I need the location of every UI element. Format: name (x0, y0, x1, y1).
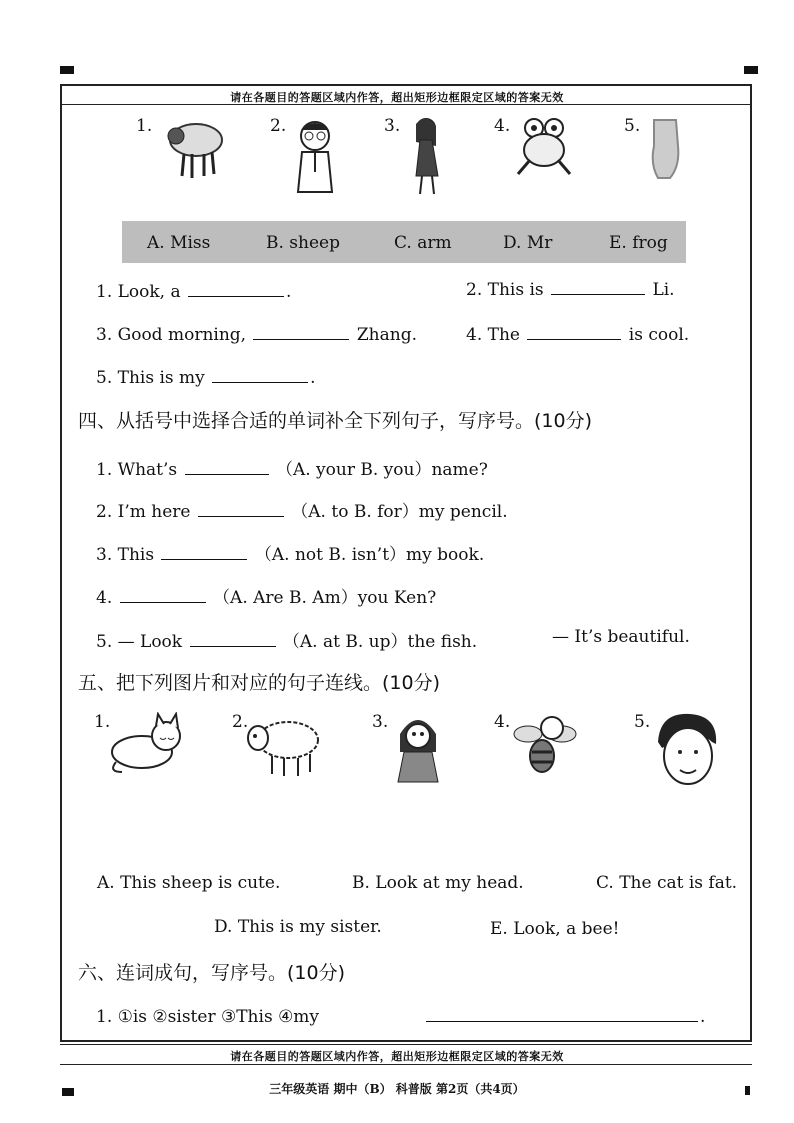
picture-4: 4. (494, 116, 584, 186)
match-picture-2: 2. (232, 712, 332, 782)
match-picture-1: 1. (94, 712, 194, 782)
bee-icon (512, 712, 578, 782)
arm-icon (646, 116, 686, 182)
frog-icon (514, 116, 574, 178)
picture-2: 2. (270, 116, 360, 196)
part4-question-5-reply: — It’s beautiful. (552, 627, 690, 647)
match-sentence-a: A. This sheep is cute. (97, 873, 281, 893)
part4-question-1: 1. What’s （A. your B. you）name? (96, 460, 488, 480)
option-b: B. sheep (266, 233, 340, 253)
option-e: E. frog (609, 233, 668, 253)
answer-blank[interactable] (253, 338, 349, 340)
part3-question-3: 3. Good morning, Zhang. (96, 325, 418, 345)
part4-question-2: 2. I’m here （A. to B. for）my pencil. (96, 502, 508, 522)
match-sentence-c: C. The cat is fat. (596, 873, 738, 893)
answer-blank[interactable] (212, 381, 308, 383)
part3-question-1: 1. Look, a . (96, 282, 292, 302)
cat-icon (108, 712, 188, 774)
option-a: A. Miss (147, 233, 211, 253)
option-d: D. Mr (503, 233, 553, 253)
match-picture-4: 4. (494, 712, 584, 786)
match-picture-5: 5. (634, 712, 734, 792)
answer-blank[interactable] (426, 1020, 698, 1022)
answer-blank[interactable] (120, 601, 206, 603)
answer-blank[interactable] (551, 293, 645, 295)
answer-blank[interactable] (161, 558, 247, 560)
girl-icon (390, 712, 446, 784)
match-sentence-d: D. This is my sister. (214, 917, 382, 937)
part4-question-4: 4. （A. Are B. Am）you Ken? (96, 588, 437, 608)
part6-heading: 六、连词成句，写序号。(10分) (78, 962, 346, 984)
answer-blank[interactable] (185, 473, 269, 475)
part3-question-5: 5. This is my . (96, 368, 316, 388)
sheep-icon (242, 712, 322, 778)
picture-5: 5. (624, 116, 694, 186)
sheep-icon (156, 116, 226, 182)
registration-mark-top-left (60, 66, 74, 74)
option-c: C. arm (394, 233, 452, 253)
match-sentence-e: E. Look, a bee! (490, 919, 620, 939)
part4-heading: 四、从括号中选择合适的单词补全下列句子，写序号。(10分) (78, 410, 593, 432)
man-with-glasses-icon (290, 116, 340, 196)
divider-footer (60, 1064, 752, 1065)
page-footer: 三年级英语 期中（B） 科普版 第2页（共4页） (269, 1082, 525, 1096)
part3-question-2: 2. This is Li. (466, 280, 675, 300)
divider-bottom (60, 1044, 752, 1045)
picture-1: 1. (136, 116, 226, 186)
woman-icon (402, 116, 448, 196)
part3-question-4: 4. The is cool. (466, 325, 690, 345)
answer-area-notice-top: 请在各题目的答题区域内作答，超出矩形边框限定区域的答案无效 (230, 91, 564, 104)
part6-answer-line: . (424, 1007, 705, 1027)
part4-question-3: 3. This （A. not B. isn’t）my book. (96, 545, 485, 565)
match-sentence-b: B. Look at my head. (352, 873, 524, 893)
match-picture-3: 3. (372, 712, 462, 786)
boy-head-icon (652, 712, 722, 788)
answer-blank[interactable] (190, 645, 276, 647)
part5-heading: 五、把下列图片和对应的句子连线。(10分) (78, 672, 441, 694)
answer-area-notice-bottom: 请在各题目的答题区域内作答，超出矩形边框限定区域的答案无效 (230, 1050, 564, 1063)
answer-blank[interactable] (198, 515, 284, 517)
part4-question-5: 5. — Look （A. at B. up）the fish. (96, 632, 478, 652)
part6-question-1: 1. ①is ②sister ③This ④my (96, 1007, 320, 1027)
answer-blank[interactable] (188, 295, 284, 297)
picture-3: 3. (384, 116, 464, 196)
answer-blank[interactable] (527, 338, 621, 340)
registration-mark-top-right (744, 66, 758, 74)
